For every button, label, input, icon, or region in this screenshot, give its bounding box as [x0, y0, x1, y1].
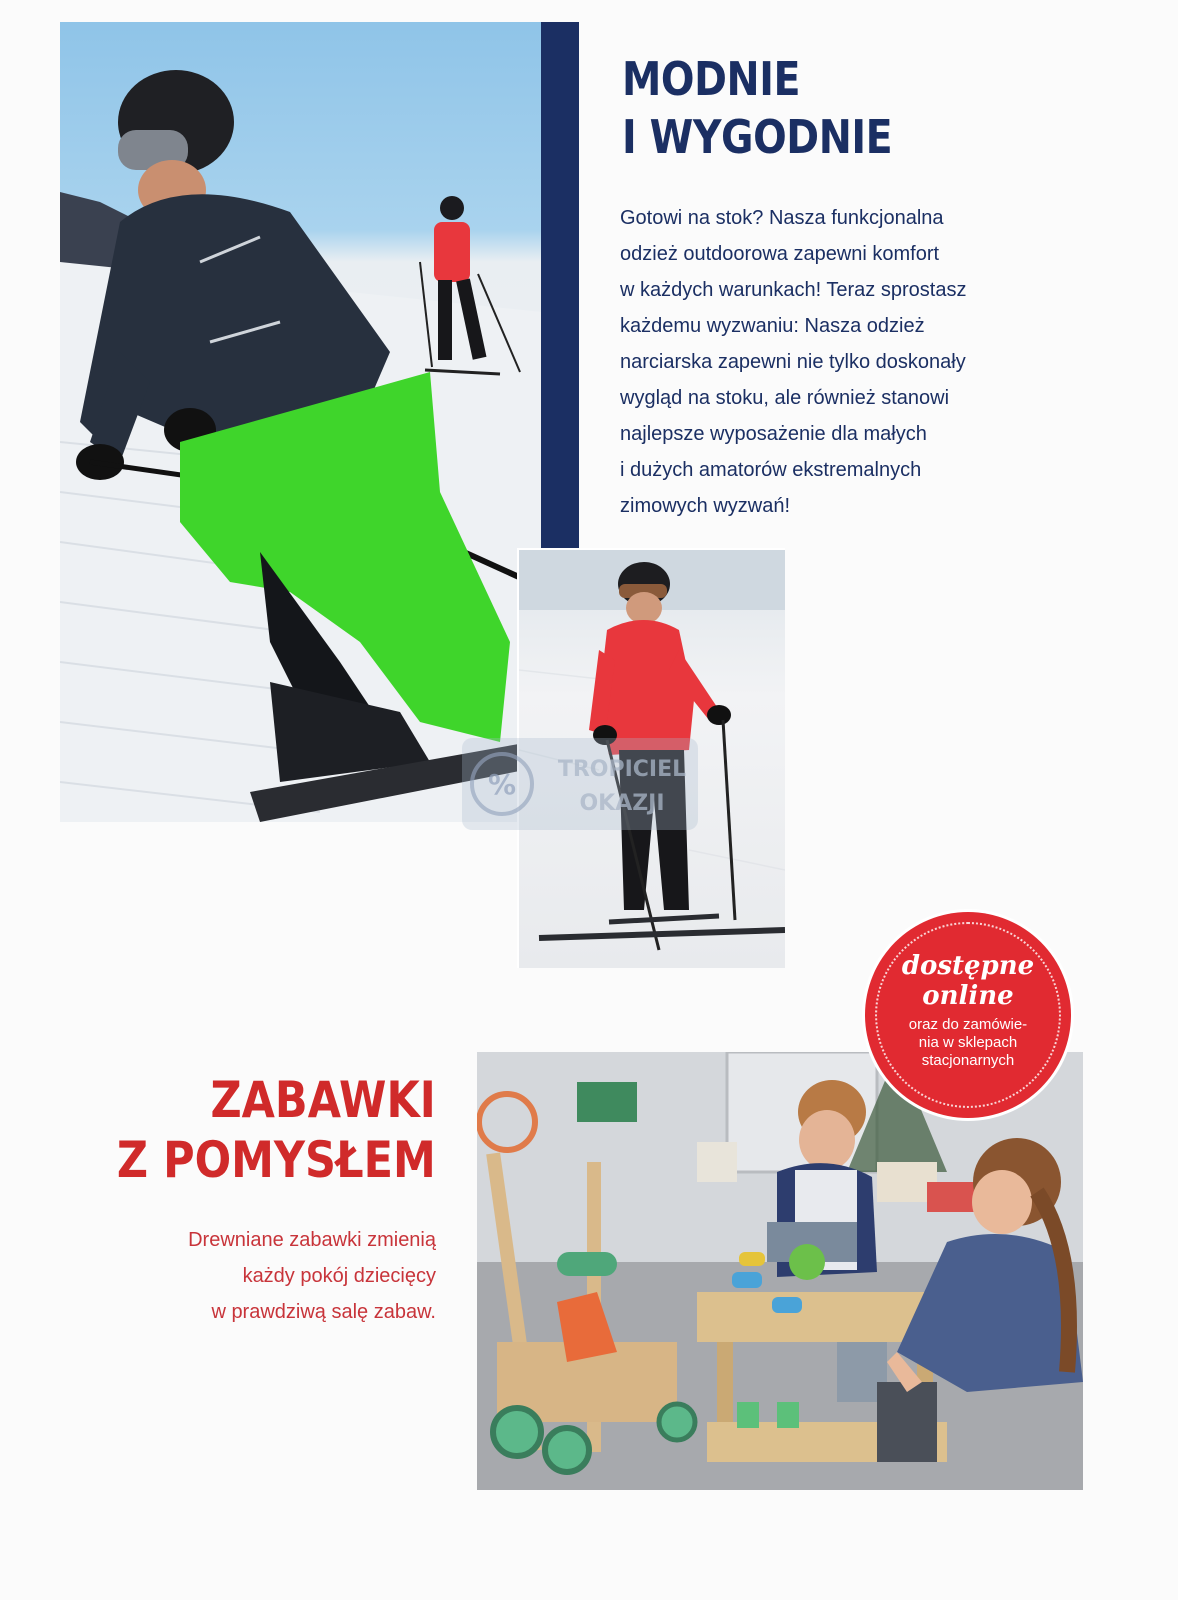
available-online-badge	[865, 912, 1071, 1118]
toys-heading-line-1: ZABAWKI	[210, 1071, 436, 1129]
toys-body-line: w prawdziwą salę zabaw.	[211, 1301, 436, 1323]
ski-body-line: każdemu wyzwaniu: Nasza odzież	[620, 315, 925, 337]
toys-heading-line-2: Z POMYSŁEM	[117, 1131, 436, 1189]
wooden-toys-photo	[477, 1052, 1083, 1490]
badge-script-line-1: dostępne	[901, 951, 1035, 981]
badge-text	[865, 1016, 1071, 1070]
badge-text-line: nia w sklepach	[918, 1034, 1018, 1051]
ski-body-line: najlepsze wyposażenie dla małych	[620, 423, 927, 445]
ski-section-body	[620, 200, 1090, 524]
ski-body-line: narciarska zapewni nie tylko doskonały	[620, 351, 966, 373]
ski-body-line: i dużych amatorów ekstremalnych	[620, 459, 922, 481]
ski-body-line: Gotowi na stok? Nasza funkcjonalna	[620, 207, 944, 229]
watermark-line-1: TROPICIEL	[557, 757, 687, 782]
ski-section-heading	[622, 50, 892, 166]
toys-body-line: Drewniane zabawki zmienią	[188, 1229, 436, 1251]
badge-text-line: stacjonarnych	[921, 1052, 1015, 1069]
svg-text:%: %	[487, 768, 517, 801]
ski-body-line: zimowych wyzwań!	[620, 495, 791, 517]
skier-main-photo	[60, 22, 542, 822]
skier-illustration	[60, 22, 542, 822]
watermark-line-2: OKAZJI	[579, 791, 665, 816]
toys-section-heading	[117, 1070, 436, 1190]
badge-script-line-2: online	[922, 981, 1014, 1011]
ski-body-line: odzież outdoorowa zapewni komfort	[620, 243, 940, 265]
watermark-logo-icon	[462, 738, 698, 830]
ski-body-line: wygląd na stoku, ale również stanowi	[620, 387, 950, 409]
tropiciel-okazji-watermark	[462, 738, 698, 830]
ski-heading-line-2: I WYGODNIE	[622, 110, 893, 164]
ski-heading-line-1: MODNIE	[622, 52, 801, 106]
navy-accent-bar	[541, 22, 579, 550]
toys-illustration	[477, 1052, 1083, 1490]
toys-body-line: każdy pokój dziecięcy	[242, 1265, 436, 1287]
ski-body-line: w każdych warunkach! Teraz sprostasz	[620, 279, 967, 301]
toys-section-body	[188, 1222, 436, 1330]
badge-dotted-ring	[875, 922, 1061, 1108]
badge-text-line: oraz do zamówie-	[908, 1016, 1028, 1033]
